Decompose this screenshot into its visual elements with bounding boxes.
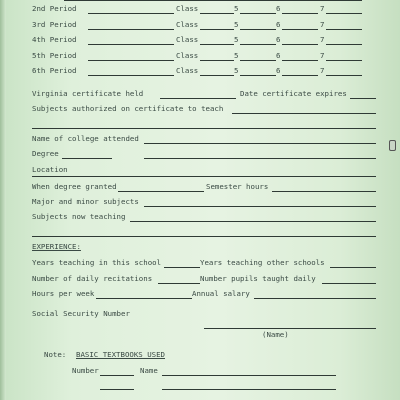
subjects-now-label: Subjects now teaching	[32, 212, 126, 221]
col-6-label: 6	[276, 50, 281, 60]
degree-field[interactable]	[62, 158, 112, 159]
col-5-label: 5	[234, 35, 239, 44]
col-7-label: 7	[320, 50, 325, 60]
col-7-label: 7	[320, 66, 325, 75]
col-7-field[interactable]	[326, 75, 362, 76]
period-subject-field[interactable]	[88, 60, 174, 61]
class-field[interactable]	[200, 44, 234, 45]
note-label: Note:	[44, 350, 67, 359]
col-5-field[interactable]	[240, 60, 276, 61]
col-7-label: 7	[320, 4, 325, 13]
subjects-authorized-field[interactable]	[232, 113, 376, 114]
years-other-label: Years teaching other schools	[200, 258, 325, 267]
period-label: 3rd Period	[32, 19, 77, 29]
textbook-number-label: Number	[72, 366, 99, 375]
subjects-now-field-2[interactable]	[32, 236, 376, 237]
major-minor-field[interactable]	[144, 206, 376, 207]
period-row	[0, 35, 400, 47]
annual-salary-field[interactable]	[254, 298, 376, 299]
subjects-authorized-label: Subjects authorized on certificate to teach	[32, 104, 224, 113]
class-label: Class	[176, 35, 199, 44]
years-this-school-label: Years teaching in this school	[32, 258, 162, 267]
college-attended-field[interactable]	[144, 143, 376, 144]
clip-icon	[389, 140, 396, 151]
col-5-label: 5	[234, 66, 239, 75]
col-6-label: 6	[276, 19, 281, 29]
class-field[interactable]	[200, 75, 234, 76]
subjects-now-field[interactable]	[130, 221, 376, 222]
textbook-number-field-2[interactable]	[100, 389, 134, 390]
col-6-label: 6	[276, 4, 281, 13]
when-degree-label: When degree granted	[32, 182, 117, 191]
col-6-field[interactable]	[282, 60, 318, 61]
textbook-name-field-2[interactable]	[162, 389, 336, 390]
col-5-label: 5	[234, 4, 239, 13]
col-6-field[interactable]	[282, 29, 318, 30]
daily-recitations-field[interactable]	[158, 283, 200, 284]
col-6-label: 6	[276, 35, 281, 44]
col-6-label: 6	[276, 66, 281, 75]
virginia-certificate-field[interactable]	[160, 98, 236, 99]
class-label: Class	[176, 50, 199, 60]
period-row	[0, 20, 400, 32]
col-5-field[interactable]	[240, 75, 276, 76]
period-subject-field[interactable]	[88, 13, 174, 14]
period-subject-field[interactable]	[88, 75, 174, 76]
col-5-field[interactable]	[240, 29, 276, 30]
top-rule	[64, 0, 362, 1]
subjects-authorized-field-2[interactable]	[32, 128, 376, 129]
col-6-field[interactable]	[282, 44, 318, 45]
degree-label: Degree	[32, 149, 59, 158]
period-label: 4th Period	[32, 35, 77, 44]
degree-field-2[interactable]	[144, 158, 376, 159]
period-row	[0, 51, 400, 63]
col-5-field[interactable]	[240, 44, 276, 45]
period-row	[0, 66, 400, 78]
semester-hours-field[interactable]	[272, 191, 376, 192]
social-security-label: Social Security Number	[32, 309, 130, 318]
class-label: Class	[176, 4, 199, 13]
col-5-label: 5	[234, 50, 239, 60]
location-field[interactable]	[32, 176, 376, 177]
when-degree-field[interactable]	[118, 191, 204, 192]
col-6-field[interactable]	[282, 75, 318, 76]
period-subject-field[interactable]	[88, 29, 174, 30]
semester-hours-label: Semester hours	[206, 182, 269, 191]
col-6-field[interactable]	[282, 13, 318, 14]
date-expires-label: Date certificate expires	[240, 89, 347, 98]
years-this-school-field[interactable]	[164, 267, 200, 268]
years-other-field[interactable]	[330, 267, 376, 268]
name-caption: (Name)	[262, 330, 289, 339]
annual-salary-label: Annual salary	[192, 289, 250, 298]
class-label: Class	[176, 66, 199, 75]
class-field[interactable]	[200, 60, 234, 61]
period-subject-field[interactable]	[88, 44, 174, 45]
date-expires-field[interactable]	[350, 98, 376, 99]
textbook-name-field[interactable]	[162, 375, 336, 376]
hours-week-field[interactable]	[96, 298, 192, 299]
pupils-daily-label: Number pupils taught daily	[200, 274, 316, 283]
class-label: Class	[176, 19, 199, 29]
major-minor-label: Major and minor subjects	[32, 197, 139, 206]
pupils-daily-field[interactable]	[322, 283, 376, 284]
period-label: 2nd Period	[32, 4, 77, 13]
period-label: 5th Period	[32, 50, 77, 60]
hours-week-label: Hours per week	[32, 289, 95, 298]
textbooks-title: BASIC TEXTBOOKS USED	[76, 350, 165, 359]
class-field[interactable]	[200, 29, 234, 30]
col-7-field[interactable]	[326, 13, 362, 14]
class-field[interactable]	[200, 13, 234, 14]
period-row	[0, 4, 400, 16]
daily-recitations-label: Number of daily recitations	[32, 274, 153, 283]
textbook-number-field[interactable]	[100, 375, 134, 376]
col-5-field[interactable]	[240, 13, 276, 14]
col-7-field[interactable]	[326, 44, 362, 45]
college-attended-label: Name of college attended	[32, 134, 139, 143]
col-7-label: 7	[320, 19, 325, 29]
experience-heading: EXPERIENCE:	[32, 242, 81, 251]
location-label: Location	[32, 165, 68, 174]
col-5-label: 5	[234, 19, 239, 29]
col-7-field[interactable]	[326, 60, 362, 61]
name-signature-field[interactable]	[204, 328, 376, 329]
col-7-label: 7	[320, 35, 325, 44]
textbook-name-label: Name	[140, 366, 158, 375]
col-7-field[interactable]	[326, 29, 362, 30]
virginia-certificate-label: Virginia certificate held	[32, 89, 144, 98]
period-label: 6th Period	[32, 66, 77, 75]
